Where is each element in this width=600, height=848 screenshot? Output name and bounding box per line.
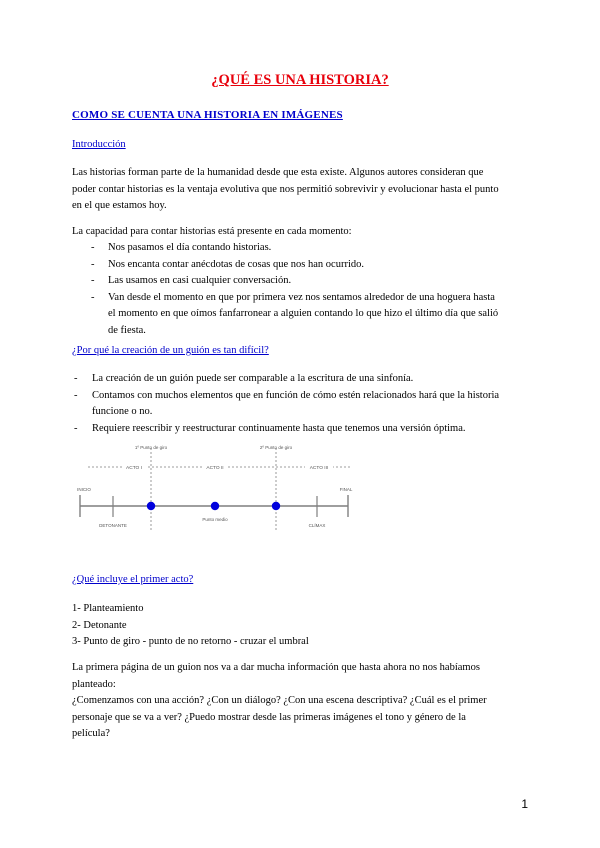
- list-item: 3- Punto de giro - punto de no retorno - cruzar el umbral: [72, 636, 309, 647]
- text-line: Las usamos en casi cualquier conversación.: [108, 275, 292, 286]
- climax-label: CLÍMAX: [308, 523, 326, 528]
- text-line: Nos encanta contar anécdotas de cosas que nos han ocurrido.: [108, 258, 364, 270]
- text-line: el momento en que oímos fanfarronear a alguien contando lo que hizo el último día que salió: [108, 308, 499, 319]
- intro-paragraph-1: [72, 165, 532, 215]
- text-line: La primera página de un guion nos va a dar mucha información que hasta ahora no nos habíamos: [72, 662, 480, 673]
- text-line: ¿Comenzamos con una acción? ¿Con un diálogo? ¿Con una escena descriptiva? ¿Cuál es el primer: [72, 695, 487, 706]
- intro-paragraph-2: La capacidad para contar historias está presente en cada momento:: [72, 226, 352, 237]
- plot-point-1-label: 1º Punto de giro: [134, 445, 168, 450]
- section-subtitle: COMO SE CUENTA UNA HISTORIA EN IMÁGENES: [72, 109, 343, 121]
- list-item: 2- Detonante: [72, 619, 127, 631]
- intro-bullet-list: [91, 240, 548, 339]
- text-line: La creación de un guión puede ser comparable a la escritura de una sinfonía.: [92, 373, 414, 384]
- list-item: - Requiere reescribir y reestructurar continuamente hasta que tenemos una versión óptima.: [74, 422, 466, 434]
- list-item: - Contamos con muchos elementos que en función de cómo estén relacionados hará que la historia funcione o no.: [92, 388, 548, 421]
- midpoint-label: Punto medio: [202, 517, 228, 522]
- text-line: funcione o no.: [92, 406, 153, 417]
- act-2-label: ACTO II: [206, 466, 224, 471]
- start-label: INICIO: [77, 487, 91, 492]
- text-line: en el que estamos hoy.: [72, 200, 167, 211]
- page-number: 1: [521, 797, 528, 811]
- story-structure-diagram: [70, 440, 360, 550]
- text-line: Las historias forman parte de la humanidad desde que esta existe. Algunos autores consideran que: [72, 167, 484, 178]
- text-line: de fiesta.: [108, 324, 146, 336]
- text-line: Van desde el momento en que por primera vez nos sentamos alrededor de una hoguera hasta: [108, 291, 495, 303]
- text-line: Requiere reescribir y reestructurar continuamente hasta que tenemos una versión óptima.: [92, 422, 466, 434]
- end-label: FINAL: [339, 487, 353, 492]
- list-item: - Nos pasamos el día contando historias.: [91, 242, 272, 253]
- text-line: Contamos con muchos elementos que en función de cómo estén relacionados hará que la historia: [92, 389, 500, 401]
- guion-bullet-list: [74, 371, 548, 437]
- text-line: planteado:: [72, 678, 116, 690]
- heading-primer-acto: ¿Qué incluye el primer acto?: [72, 574, 194, 585]
- text-line: poder contar historias es la ventaja evolutiva que nos permitió sobrevivir y evolucionar hasta el punto: [72, 183, 499, 195]
- plot-point-1-marker: [147, 502, 155, 510]
- list-item: - Nos encanta contar anécdotas de cosas que nos han ocurrido.: [91, 258, 364, 270]
- text-line: película?: [72, 728, 110, 739]
- list-item: - Van desde el momento en que por primera vez nos sentamos alrededor de una hoguera hasta el momento en que oímos fanfarronear a alguien contando lo que hizo el último día que salió de fiesta.: [108, 290, 548, 340]
- text-line: personaje que se va a ver? ¿Puedo mostrar desde las primeras imágenes el tono y género de la: [72, 711, 466, 723]
- first-act-paragraph: [72, 660, 537, 743]
- list-item: - La creación de un guión puede ser comparable a la escritura de una sinfonía.: [74, 373, 414, 384]
- list-item: - Las usamos en casi cualquier conversación.: [91, 275, 292, 286]
- detonante-label: DETONANTE: [99, 523, 127, 528]
- text-line: Nos pasamos el día contando historias.: [108, 242, 272, 253]
- heading-introduccion: Introducción: [72, 139, 126, 150]
- plot-point-2-marker: [272, 502, 280, 510]
- midpoint-marker: [211, 502, 219, 510]
- heading-guion: ¿Por qué la creación de un guión es tan difícil?: [72, 345, 269, 356]
- first-act-list: [72, 601, 532, 651]
- page-title: ¿QUÉ ES UNA HISTORIA?: [211, 72, 389, 88]
- list-item: 1- Planteamiento: [72, 603, 144, 614]
- act-1-label: ACTO I: [126, 466, 142, 471]
- plot-point-2-label: 2º Punto de giro: [259, 445, 293, 450]
- act-3-label: ACTO III: [309, 466, 329, 471]
